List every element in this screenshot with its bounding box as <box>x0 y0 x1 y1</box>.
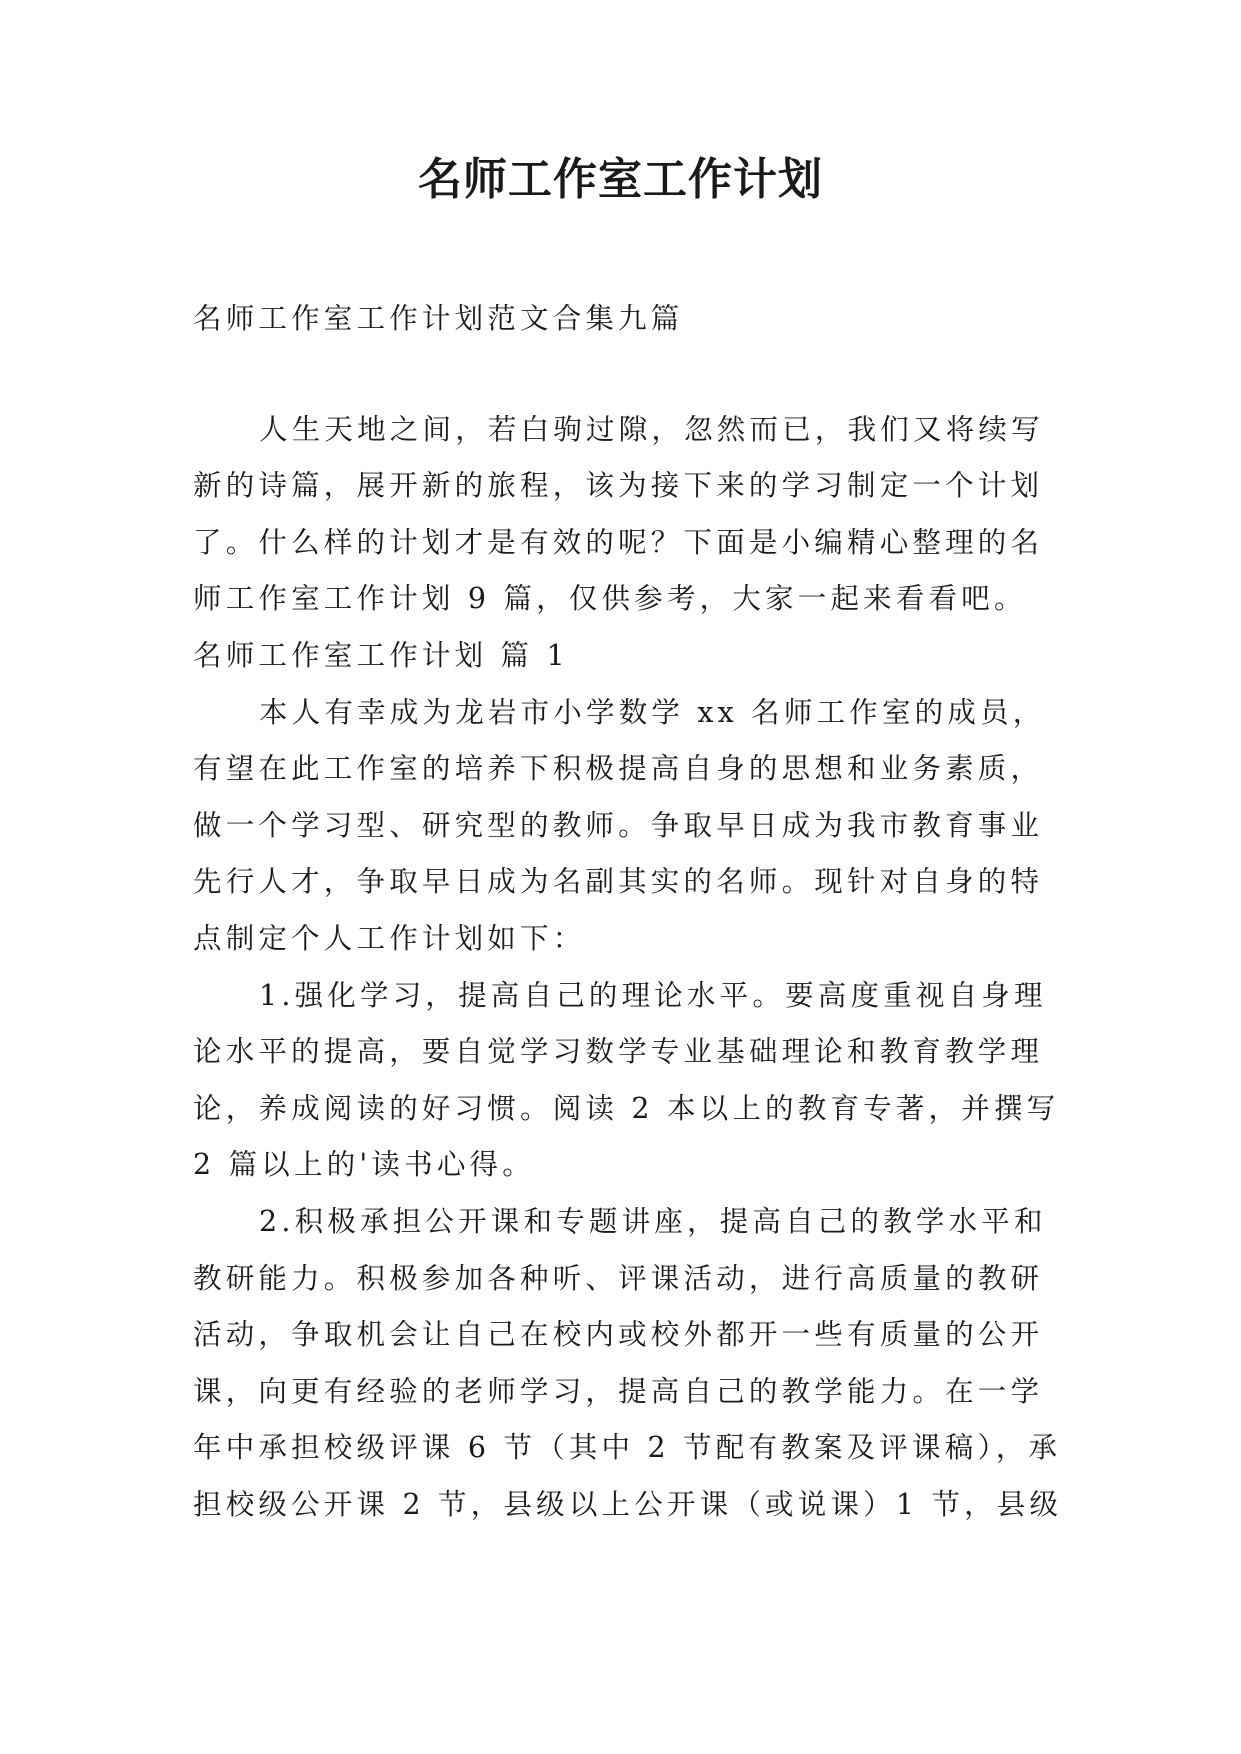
body-line: 2.积极承担公开课和专题讲座，提高自己的教学水平和 <box>259 1204 1047 1238</box>
document-body <box>193 291 1063 1533</box>
paragraph-gap <box>193 348 1063 402</box>
body-line: 课，向更有经验的老师学习，提高自己的教学能力。在一学 <box>193 1374 1044 1408</box>
document-title: 名师工作室工作计划 <box>418 154 823 205</box>
body-line: 活动，争取机会让自己在校内或校外都开一些有质量的公开 <box>193 1318 1044 1352</box>
body-line: 点制定个人工作计划如下： <box>193 921 586 955</box>
body-line: 师工作室工作计划 9 篇，仅供参考，大家一起来看看吧。 <box>193 582 1027 616</box>
body-line: 了。什么样的计划才是有效的呢？下面是小编精心整理的名 <box>193 525 1044 559</box>
body-line: 1.强化学习，提高自己的理论水平。要高度重视自身理 <box>259 978 1047 1012</box>
body-line: 担校级公开课 2 节，县级以上公开课（或说课）1 节，县级 <box>193 1487 1063 1521</box>
body-lines <box>193 402 1063 1534</box>
body-line: 人生天地之间，若白驹过隙，忽然而已，我们又将续写 <box>259 412 1044 446</box>
body-line: 本人有幸成为龙岩市小学数学 xx 名师工作室的成员， <box>259 695 1046 729</box>
body-line: 2 篇以上的'读书心得。 <box>193 1148 535 1182</box>
body-line: 论水平的提高，要自觉学习数学专业基础理论和教育教学理 <box>193 1035 1044 1069</box>
body-line: 先行人才，争取早日成为名副其实的名师。现针对自身的特 <box>193 865 1044 899</box>
body-line: 年中承担校级评课 6 节（其中 2 节配有教案及评课稿），承 <box>193 1431 1062 1465</box>
body-line: 有望在此工作室的培养下积极提高自身的思想和业务素质， <box>193 752 1044 786</box>
body-line: 做一个学习型、研究型的教师。争取早日成为我市教育事业 <box>193 808 1044 842</box>
document-subtitle: 名师工作室工作计划范文合集九篇 <box>193 302 684 335</box>
body-line: 新的诗篇，展开新的旅程，该为接下来的学习制定一个计划 <box>193 469 1044 503</box>
body-line: 名师工作室工作计划 篇 1 <box>193 638 569 672</box>
body-line: 论，养成阅读的好习惯。阅读 2 本以上的教育专著，并撰写 <box>193 1091 1060 1125</box>
body-line: 教研能力。积极参加各种听、评课活动，进行高质量的教研 <box>193 1261 1044 1295</box>
